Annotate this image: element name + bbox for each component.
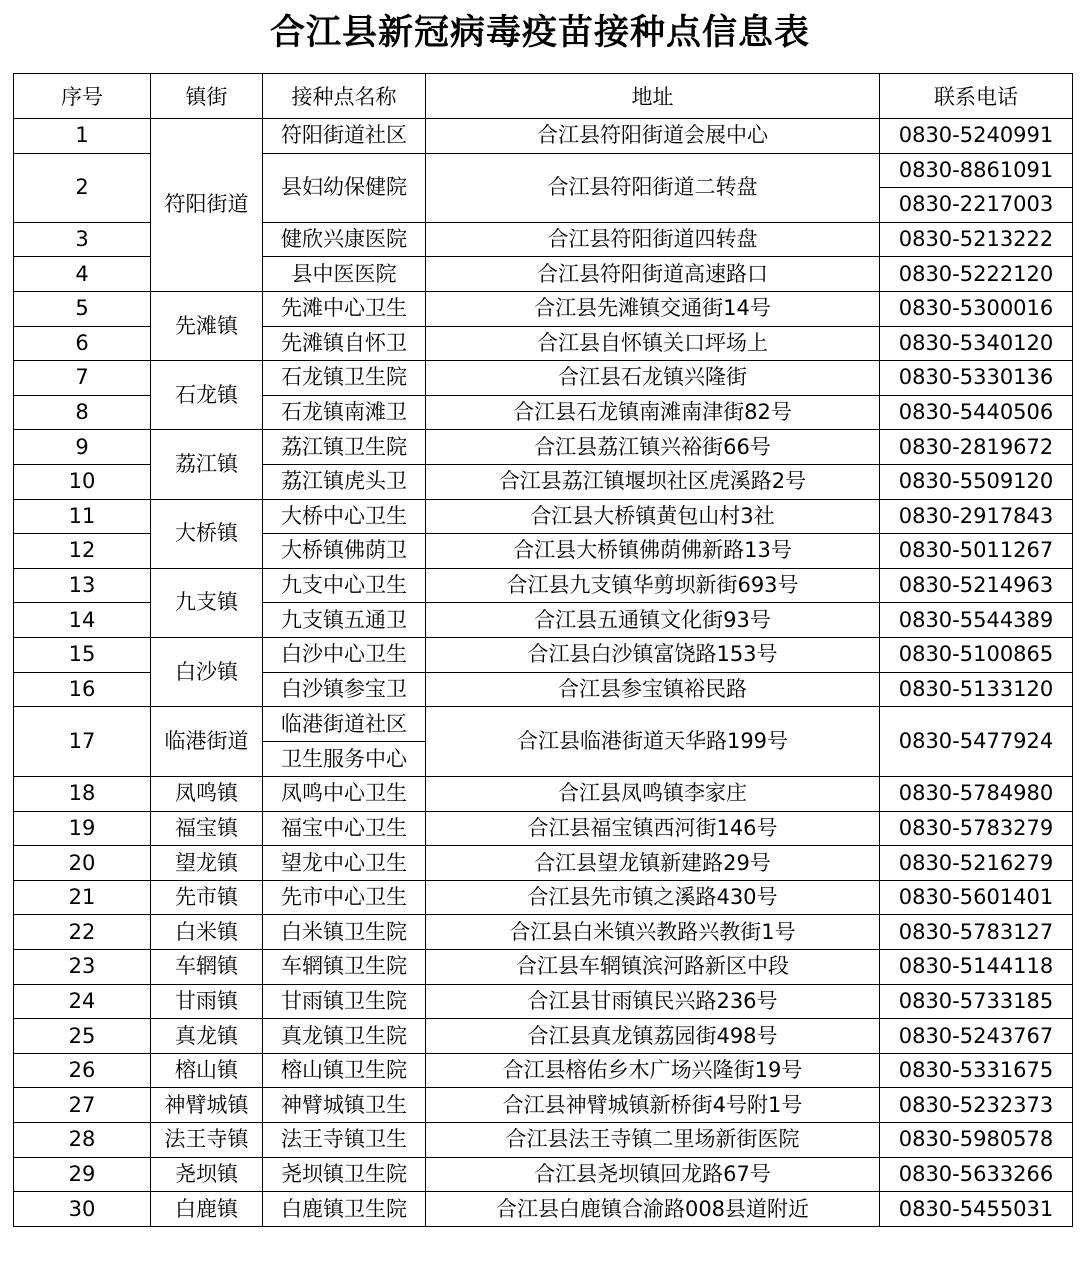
cell-no: 12 [14,534,151,569]
cell-no: 18 [14,777,151,812]
cell-site: 石龙镇卫生院 [263,361,426,396]
cell-town: 凤鸣镇 [151,777,263,812]
cell-phone: 0830-2217003 [880,188,1073,223]
cell-town: 车辋镇 [151,950,263,985]
cell-no: 16 [14,672,151,707]
cell-address: 合江县真龙镇荔园街498号 [426,1019,880,1054]
cell-no: 5 [14,291,151,326]
table-row [14,880,1073,915]
cell-site: 符阳街道社区 [263,119,426,154]
cell-no: 27 [14,1088,151,1123]
cell-town: 神臂城镇 [151,1088,263,1123]
cell-address: 合江县白鹿镇合渝路008县道附近 [426,1192,880,1227]
cell-address: 合江县先市镇之溪路430号 [426,880,880,915]
header-town: 镇街 [151,74,263,119]
cell-phone: 0830-5240991 [880,119,1073,154]
cell-address: 合江县符阳街道会展中心 [426,119,880,154]
cell-no: 25 [14,1019,151,1054]
table-row [14,1019,1073,1054]
cell-no: 23 [14,950,151,985]
cell-no: 19 [14,811,151,846]
cell-address: 合江县榕佑乡木广场兴隆街19号 [426,1053,880,1088]
cell-phone: 0830-5214963 [880,568,1073,603]
cell-phone: 0830-5011267 [880,534,1073,569]
cell-no: 8 [14,395,151,430]
cell-town: 尧坝镇 [151,1157,263,1192]
cell-site: 榕山镇卫生院 [263,1053,426,1088]
cell-no: 11 [14,499,151,534]
cell-phone: 0830-5509120 [880,464,1073,499]
cell-address: 合江县大桥镇黄包山村3社 [426,499,880,534]
cell-address: 合江县荔江镇兴裕街66号 [426,430,880,465]
cell-address: 合江县符阳街道高速路口 [426,257,880,292]
table-row [14,811,1073,846]
cell-phone: 0830-5331675 [880,1053,1073,1088]
cell-phone: 0830-5733185 [880,984,1073,1019]
header-address: 地址 [426,74,880,119]
cell-no: 3 [14,222,151,257]
vaccination-sites-table [13,73,1073,1227]
cell-address: 合江县先滩镇交通街14号 [426,291,880,326]
cell-phone: 0830-2917843 [880,499,1073,534]
cell-no: 6 [14,326,151,361]
cell-no: 7 [14,361,151,396]
cell-phone: 0830-5243767 [880,1019,1073,1054]
cell-phone: 0830-5144118 [880,950,1073,985]
cell-site-line2: 卫生服务中心 [263,742,426,777]
cell-address: 合江县五通镇文化街93号 [426,603,880,638]
cell-no: 20 [14,846,151,881]
cell-no: 29 [14,1157,151,1192]
cell-site: 望龙中心卫生 [263,846,426,881]
cell-site: 县妇幼保健院 [263,153,426,222]
cell-address: 合江县法王寺镇二里场新街医院 [426,1123,880,1158]
cell-site: 福宝中心卫生 [263,811,426,846]
cell-site: 甘雨镇卫生院 [263,984,426,1019]
cell-town: 甘雨镇 [151,984,263,1019]
cell-site: 车辋镇卫生院 [263,950,426,985]
table-row [14,846,1073,881]
table-row [14,291,1073,326]
cell-phone: 0830-5100865 [880,637,1073,672]
cell-town: 白鹿镇 [151,1192,263,1227]
cell-site: 白沙镇参宝卫 [263,672,426,707]
table-row [14,1123,1073,1158]
table-row [14,915,1073,950]
cell-town: 大桥镇 [151,499,263,568]
cell-phone: 0830-5300016 [880,291,1073,326]
cell-site: 大桥中心卫生 [263,499,426,534]
cell-no: 30 [14,1192,151,1227]
table-row [14,1088,1073,1123]
cell-address: 合江县车辋镇滨河路新区中段 [426,950,880,985]
cell-address: 合江县荔江镇堰坝社区虎溪路2号 [426,464,880,499]
cell-town: 望龙镇 [151,846,263,881]
cell-phone: 0830-5477924 [880,707,1073,777]
cell-site: 健欣兴康医院 [263,222,426,257]
table-row [14,499,1073,534]
cell-site: 白沙中心卫生 [263,637,426,672]
table-row [14,430,1073,465]
cell-phone: 0830-5783127 [880,915,1073,950]
cell-phone: 0830-5783279 [880,811,1073,846]
cell-address: 合江县福宝镇西河街146号 [426,811,880,846]
cell-address: 合江县尧坝镇回龙路67号 [426,1157,880,1192]
cell-no: 17 [14,707,151,777]
table-row [14,777,1073,812]
cell-town: 法王寺镇 [151,1123,263,1158]
cell-phone: 0830-5633266 [880,1157,1073,1192]
table-row [14,707,1073,742]
cell-address: 合江县石龙镇兴隆街 [426,361,880,396]
cell-address: 合江县参宝镇裕民路 [426,672,880,707]
cell-phone: 0830-8861091 [880,153,1073,188]
cell-site: 石龙镇南滩卫 [263,395,426,430]
table-row [14,1157,1073,1192]
cell-no: 24 [14,984,151,1019]
cell-no: 13 [14,568,151,603]
cell-phone: 0830-5601401 [880,880,1073,915]
table-row [14,950,1073,985]
cell-address: 合江县白沙镇富饶路153号 [426,637,880,672]
cell-town: 榕山镇 [151,1053,263,1088]
cell-phone: 0830-5784980 [880,777,1073,812]
page-title: 合江县新冠病毒疫苗接种点信息表 [269,12,810,53]
cell-site: 荔江镇虎头卫 [263,464,426,499]
cell-phone: 0830-5544389 [880,603,1073,638]
cell-no: 1 [14,119,151,154]
header-phone: 联系电话 [880,74,1073,119]
cell-site: 凤鸣中心卫生 [263,777,426,812]
cell-town: 荔江镇 [151,430,263,499]
cell-no: 21 [14,880,151,915]
cell-town: 先滩镇 [151,291,263,360]
cell-phone: 0830-5213222 [880,222,1073,257]
cell-address: 合江县石龙镇南滩南津街82号 [426,395,880,430]
cell-address: 合江县符阳街道二转盘 [426,153,880,222]
cell-phone: 0830-5222120 [880,257,1073,292]
cell-site: 尧坝镇卫生院 [263,1157,426,1192]
cell-no: 14 [14,603,151,638]
table-row [14,119,1073,154]
cell-site: 法王寺镇卫生 [263,1123,426,1158]
cell-address: 合江县九支镇华剪坝新街693号 [426,568,880,603]
cell-phone: 0830-5455031 [880,1192,1073,1227]
cell-phone: 0830-5232373 [880,1088,1073,1123]
cell-no: 2 [14,153,151,222]
cell-town: 九支镇 [151,568,263,637]
cell-town: 先市镇 [151,880,263,915]
cell-no: 28 [14,1123,151,1158]
cell-site: 九支中心卫生 [263,568,426,603]
cell-no: 26 [14,1053,151,1088]
cell-town: 福宝镇 [151,811,263,846]
cell-no: 9 [14,430,151,465]
header-site: 接种点名称 [263,74,426,119]
cell-address: 合江县望龙镇新建路29号 [426,846,880,881]
cell-phone: 0830-5440506 [880,395,1073,430]
cell-town: 白米镇 [151,915,263,950]
cell-address: 合江县大桥镇佛荫佛新路13号 [426,534,880,569]
table-row [14,1053,1073,1088]
table-row [14,637,1073,672]
cell-address: 合江县神臂城镇新桥街4号附1号 [426,1088,880,1123]
cell-phone: 0830-5330136 [880,361,1073,396]
cell-site: 大桥镇佛荫卫 [263,534,426,569]
cell-town: 真龙镇 [151,1019,263,1054]
cell-site: 白米镇卫生院 [263,915,426,950]
cell-phone: 0830-5340120 [880,326,1073,361]
cell-town: 符阳街道 [151,119,263,292]
cell-no: 22 [14,915,151,950]
cell-site: 先滩镇自怀卫 [263,326,426,361]
table-row [14,1192,1073,1227]
table-row [14,984,1073,1019]
cell-address: 合江县临港街道天华路199号 [426,707,880,777]
cell-phone: 0830-5133120 [880,672,1073,707]
cell-site: 县中医医院 [263,257,426,292]
cell-address: 合江县符阳街道四转盘 [426,222,880,257]
cell-site: 荔江镇卫生院 [263,430,426,465]
cell-no: 10 [14,464,151,499]
cell-site: 九支镇五通卫 [263,603,426,638]
cell-phone: 0830-2819672 [880,430,1073,465]
cell-site: 先市中心卫生 [263,880,426,915]
cell-site: 白鹿镇卫生院 [263,1192,426,1227]
table-row [14,361,1073,396]
cell-address: 合江县自怀镇关口坪场上 [426,326,880,361]
table-header-row [14,74,1073,119]
cell-site: 临港街道社区 [263,707,426,742]
cell-town: 石龙镇 [151,361,263,430]
cell-town: 临港街道 [151,707,263,777]
cell-address: 合江县凤鸣镇李家庄 [426,777,880,812]
cell-address: 合江县甘雨镇民兴路236号 [426,984,880,1019]
cell-site: 先滩中心卫生 [263,291,426,326]
table-row [14,568,1073,603]
cell-site: 神臂城镇卫生 [263,1088,426,1123]
cell-site: 真龙镇卫生院 [263,1019,426,1054]
cell-phone: 0830-5216279 [880,846,1073,881]
cell-address: 合江县白米镇兴教路兴教街1号 [426,915,880,950]
cell-phone: 0830-5980578 [880,1123,1073,1158]
cell-town: 白沙镇 [151,637,263,706]
cell-no: 4 [14,257,151,292]
header-no: 序号 [14,74,151,119]
cell-no: 15 [14,637,151,672]
